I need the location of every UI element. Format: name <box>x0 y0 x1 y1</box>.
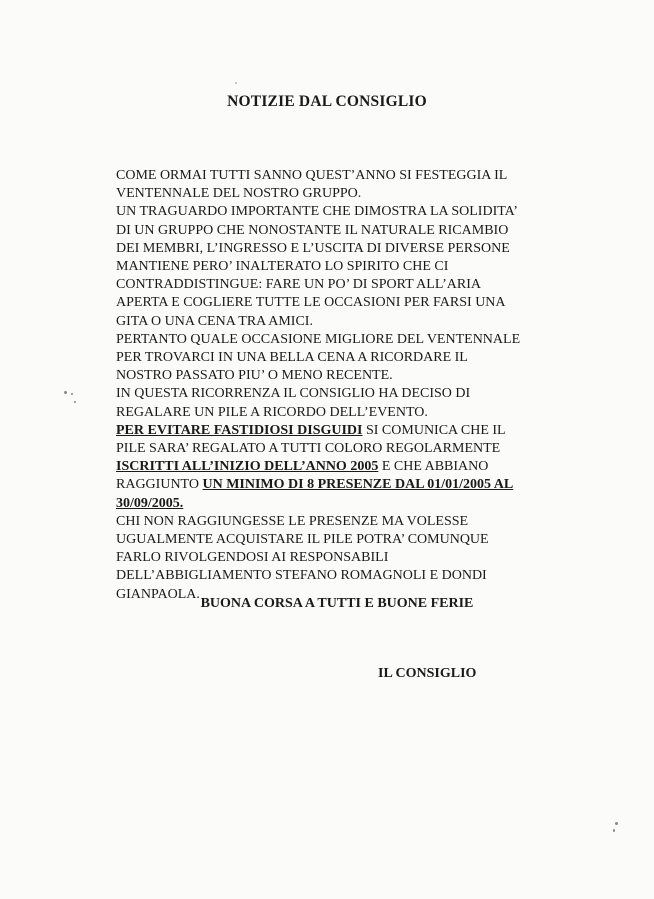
body-line <box>116 495 556 513</box>
body-line: NOSTRO PASSATO PIU’ O MENO RECENTE. <box>116 368 393 384</box>
body-line: GIANPAOLA. <box>116 586 200 602</box>
body-line: CHI NON RAGGIUNGESSE LE PRESENZE MA VOLESSE <box>116 513 469 529</box>
emphasis-presenze: UN MINIMO DI 8 PRESENZE DAL 01/01/2005 AL <box>202 477 514 493</box>
emphasis-iscritti: ISCRITTI ALL’INIZIO DELL’ANNO 2005 <box>116 459 379 475</box>
scan-speck <box>74 401 76 403</box>
body-line: DELL’ABBIGLIAMENTO STEFANO ROMAGNOLI E DONDI <box>116 568 487 584</box>
body-line: REGALARE UN PILE A RICORDO DELL’EVENTO. <box>116 404 428 420</box>
notice-body <box>116 167 556 604</box>
body-line <box>116 476 556 494</box>
body-line: UGUALMENTE ACQUISTARE IL PILE POTRA’ COMUNQUE <box>116 532 489 548</box>
body-line <box>116 422 556 440</box>
body-line: IN QUESTA RICORRENZA IL CONSIGLIO HA DECISO DI <box>116 386 471 402</box>
body-line: GITA O UNA CENA TRA AMICI. <box>116 313 313 329</box>
body-line: PILE SARA’ REGALATO A TUTTI COLORO REGOLARMENTE <box>116 441 501 457</box>
emphasis-disguidi: PER EVITARE FASTIDIOSI DISGUIDI <box>116 422 363 438</box>
body-line: FARLO RIVOLGENDOSI AI RESPONSABILI <box>116 550 389 566</box>
scan-speck <box>64 391 67 394</box>
scan-speck <box>613 829 615 832</box>
body-fragment: SI COMUNICA CHE IL <box>362 422 506 438</box>
body-line: APERTA E COGLIERE TUTTE LE OCCASIONI PER FARSI UNA <box>116 295 506 311</box>
page-title: NOTIZIE DAL CONSIGLIO <box>227 93 427 110</box>
body-line: CONTRADDISTINGUE: FARE UN PO’ DI SPORT ALL’ARIA <box>116 277 481 293</box>
body-line: COME ORMAI TUTTI SANNO QUEST’ANNO SI FESTEGGIA IL <box>116 168 508 183</box>
body-line: PER TROVARCI IN UNA BELLA CENA A RICORDARE IL <box>116 350 468 366</box>
body-line: DEI MEMBRI, L’INGRESSO E L’USCITA DI DIVERSE PERSONE <box>116 240 510 256</box>
scan-speck <box>71 393 73 395</box>
body-fragment: E CHE ABBIANO <box>378 459 489 475</box>
scan-speck <box>615 822 618 825</box>
body-line: VENTENNALE DEL NOSTRO GRUPPO. <box>116 186 362 202</box>
body-line: MANTIENE PERO’ INALTERATO LO SPIRITO CHE CI <box>116 259 449 275</box>
body-line: PERTANTO QUALE OCCASIONE MIGLIORE DEL VENTENNALE <box>116 331 521 347</box>
emphasis-date: 30/09/2005. <box>116 495 184 511</box>
body-line: DI UN GRUPPO CHE NONOSTANTE IL NATURALE RICAMBIO <box>116 222 509 238</box>
scan-speck <box>235 82 237 84</box>
signature: IL CONSIGLIO <box>378 666 477 681</box>
body-line: UN TRAGUARDO IMPORTANTE CHE DIMOSTRA LA SOLIDITA’ <box>116 204 518 220</box>
body-fragment: RAGGIUNTO <box>116 477 203 493</box>
body-line <box>116 458 556 476</box>
closing-greeting: BUONA CORSA A TUTTI E BUONE FERIE <box>200 596 474 611</box>
